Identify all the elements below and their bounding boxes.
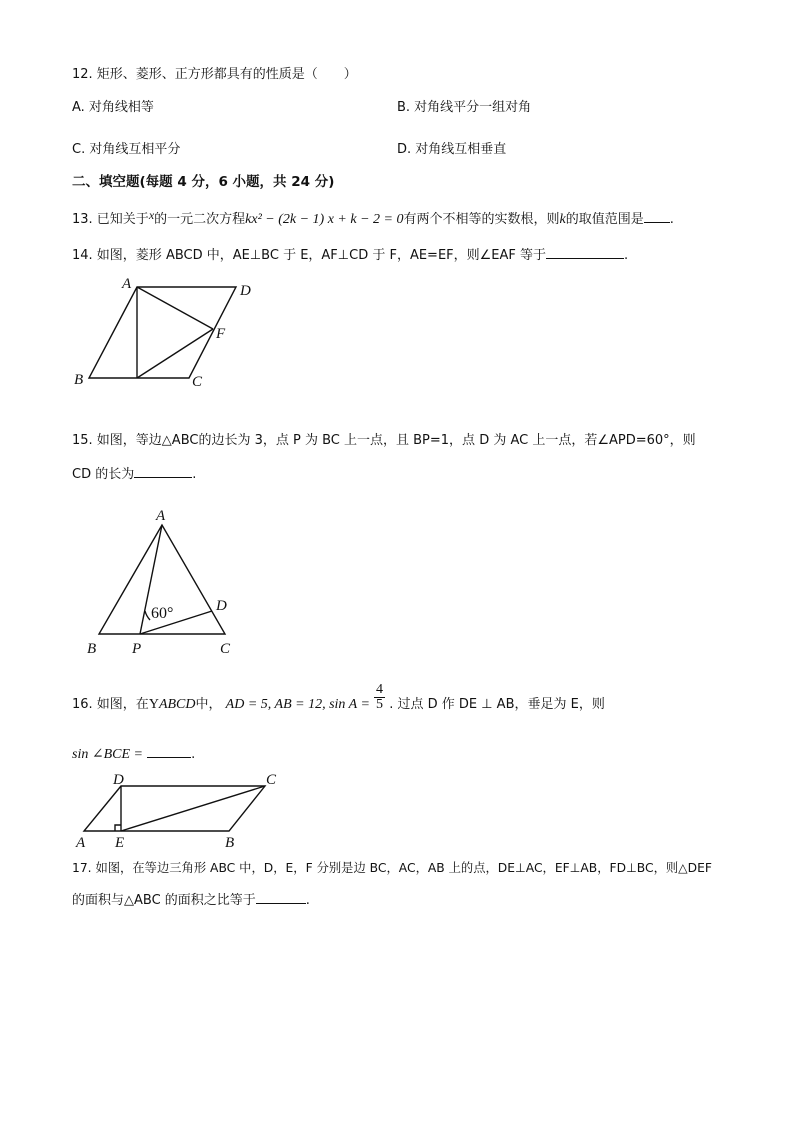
q14-label-a: A [122, 276, 132, 292]
q16-label-b: B [225, 835, 235, 851]
q16-fraction-denominator: 5 [376, 697, 384, 712]
q14-label-c: C [192, 374, 203, 390]
segment-ec [121, 786, 265, 831]
q15-label-a: A [156, 508, 166, 524]
right-angle-marker [115, 825, 121, 831]
section-heading: 二、填空题(每题 4 分，6 小题，共 24 分) [72, 174, 335, 190]
option-d: D. 对角线互相垂直 [397, 142, 507, 157]
q13-mid1: 的一元二次方程 [154, 212, 246, 227]
q15-end: . [192, 467, 197, 482]
q13-var-x: x [148, 208, 155, 222]
q16-suffix: . 过点 D 作 DE ⊥ AB，垂足为 E，则 [389, 697, 605, 712]
q16-mid: 中， [195, 697, 222, 712]
question-15-line1: 15. 如图，等边△ABC的边长为 3，点 P 为 BC 上一点，且 BP=1，点 D 为 AC 上一点，若∠APD=60°，则 [72, 433, 696, 448]
q15-label-p: P [132, 641, 142, 657]
q14-text: 14. 如图，菱形 ABCD 中，AE⊥BC 于 E，AF⊥CD 于 F，AE=EF，则∠EAF 等于 [72, 248, 547, 263]
q17-line2-prefix: 的面积与△ABC 的面积之比等于 [72, 893, 256, 908]
q16-shape: ABCD [158, 697, 196, 712]
q13-prefix: 13. 已知关于 [72, 212, 149, 227]
question-17-line2 [72, 891, 310, 909]
q16-prefix: 16. 如图，在 [72, 697, 149, 712]
q16-fraction-numerator: 4 [376, 682, 384, 697]
q17-answer-blank[interactable] [256, 891, 306, 904]
q14-label-b: B [74, 372, 84, 388]
q13-mid2: 有两个不相等的实数根，则 [403, 212, 560, 227]
q13-end: . [669, 212, 674, 227]
q13-var-k: k [559, 212, 566, 227]
q13-suffix: 的取值范围是 [565, 212, 644, 227]
parallelogram-symbol: Y [148, 697, 159, 712]
q14-label-f: F [216, 326, 226, 342]
q16-label-a: A [76, 835, 86, 851]
q16-label-e: E [115, 835, 125, 851]
question-12-stem: 12. 矩形、菱形、正方形都具有的性质是（ ） [72, 67, 357, 82]
q16-label-c: C [266, 772, 277, 788]
q16-label-d: D [113, 772, 124, 788]
parallelogram-abcd [84, 786, 265, 831]
option-b: B. 对角线平分一组对角 [397, 100, 532, 115]
option-a: A. 对角线相等 [72, 100, 154, 115]
q15-line2-prefix: CD 的长为 [72, 467, 135, 482]
q13-equation: kx² − (2k − 1) x + k − 2 = 0 [245, 212, 404, 227]
q15-label-b: B [87, 641, 97, 657]
option-c: C. 对角线互相平分 [72, 142, 181, 157]
q15-label-d: D [216, 598, 227, 614]
q17-end: . [305, 893, 310, 908]
q15-label-c: C [220, 641, 231, 657]
q16-given: AD = 5, AB = 12, sin A = [225, 697, 370, 712]
q14-end: . [624, 248, 629, 263]
q16-end: . [191, 747, 196, 762]
q16-line2-prefix: sin ∠BCE = [72, 747, 143, 762]
question-17-line1: 17. 如图，在等边三角形 ABC 中，D，E，F 分别是边 BC，AC，AB 上的点，DE⊥AC，EF⊥AB，FD⊥BC，则△DEF [72, 861, 712, 875]
q14-label-d: D [240, 283, 251, 299]
q15-angle-label: 60° [151, 605, 174, 622]
